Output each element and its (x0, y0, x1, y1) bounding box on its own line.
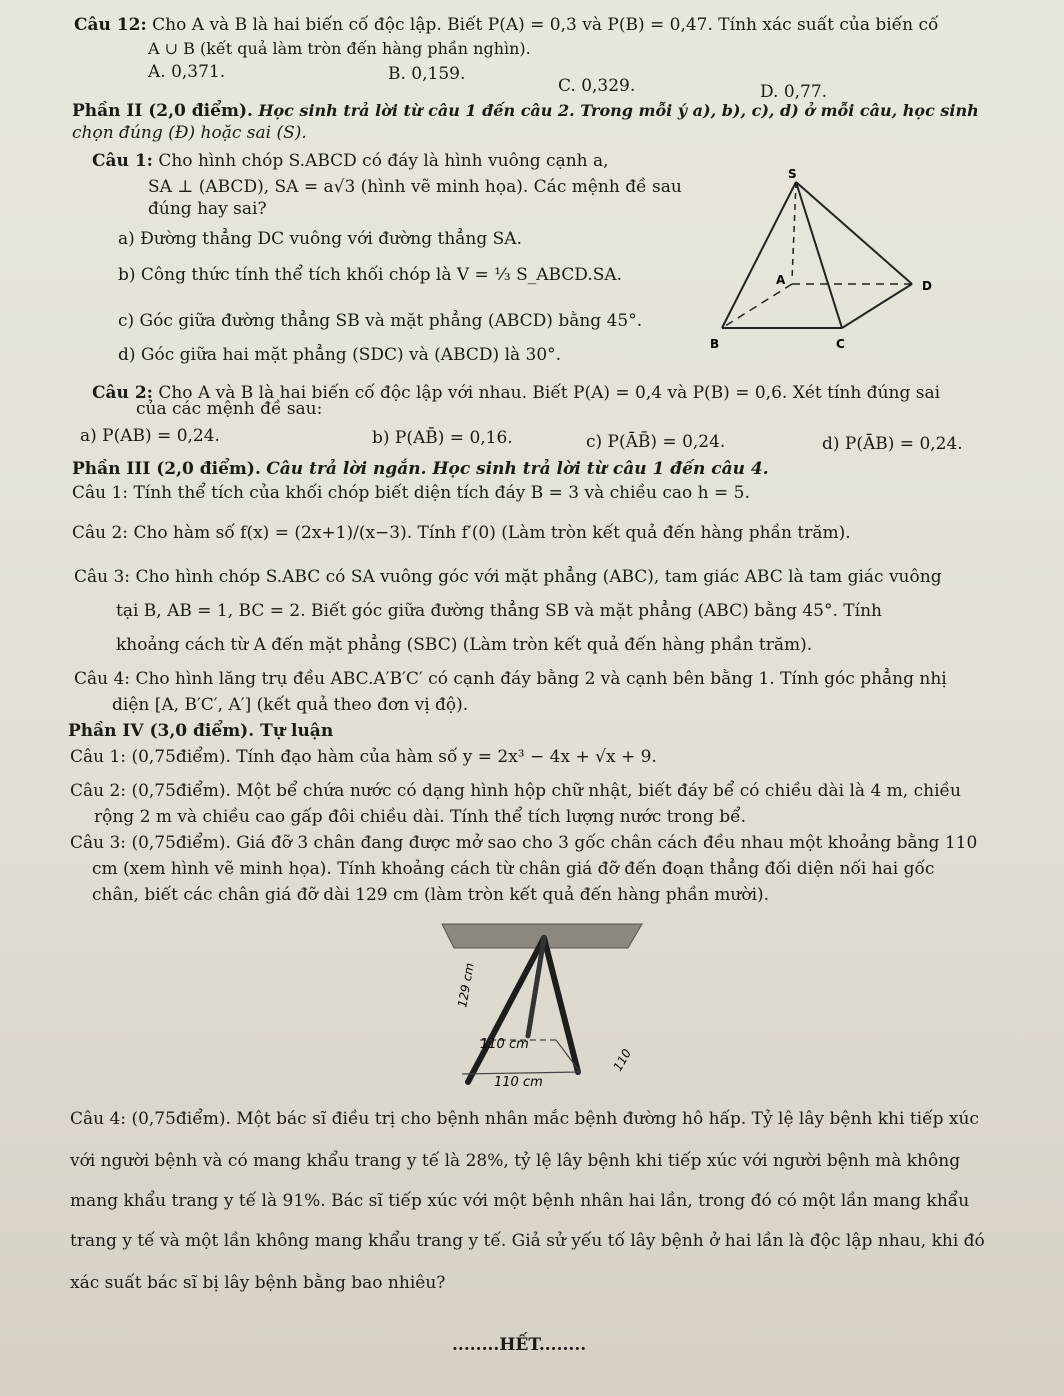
q12-option-b: B. 0,159. (388, 64, 466, 84)
p3-q3-line1: Câu 3: Cho hình chóp S.ABC có SA vuông góc với mặt phẳng (ABC), tam giác ABC là tam giác vuông (74, 567, 942, 587)
base-edge-front (462, 1072, 580, 1074)
part2-header (72, 100, 979, 122)
p2-q2-text2: của các mệnh đề sau: (136, 399, 323, 419)
part2-title: Phần II (2,0 điểm). (72, 101, 253, 121)
tripod-side-label-3: 110 (610, 1046, 635, 1074)
p2-q1-b: b) Công thức tính thể tích khối chóp là V = ⅓ S_ABCD.SA. (118, 265, 623, 285)
p2-q1-text3: đúng hay sai? (148, 199, 267, 219)
edge-sc (796, 182, 842, 328)
p4-q4-line3: mang khẩu trang y tế là 91%. Bác sĩ tiếp xúc với một bệnh nhân hai lần, trong đó có một lần mang khẩu (70, 1191, 970, 1211)
edge-sa (792, 182, 796, 280)
p4-q3-line1: Câu 3: (0,75điểm). Giá đỡ 3 chân đang được mở sao cho 3 gốc chân cách đều nhau một khoảng bằng 110 (70, 833, 978, 853)
tripod-leg-label: 129 cm (455, 961, 477, 1009)
p2-q1-title: Câu 1: (92, 151, 153, 171)
p2-q2-opt-a: a) P(AB) = 0,24. (80, 426, 220, 446)
label-c: C (836, 337, 845, 351)
tripod-side-label-2: 110 cm (494, 1075, 543, 1090)
p2-q2-text1: Cho A và B là hai biến cố độc lập với nhau. Biết P(A) = 0,4 và P(B) = 0,6. Xét tính đúng sai (158, 383, 941, 403)
p4-q3-line3: chân, biết các chân giá đỡ dài 129 cm (làm tròn kết quả đến hàng phần mười). (92, 885, 770, 905)
p3-q1: Câu 1: Tính thể tích của khối chóp biết diện tích đáy B = 3 và chiều cao h = 5. (72, 483, 750, 503)
tripod-side-label-1: 110 cm (480, 1037, 529, 1052)
edge-sd (796, 182, 912, 284)
label-a: A (776, 273, 786, 287)
p4-q3-line2: cm (xem hình vẽ minh họa). Tính khoảng cách từ chân giá đỡ đến đoạn thẳng đối diện nối hai gốc (92, 859, 935, 879)
q12-text2: A ∪ B (kết quả làm tròn đến hàng phần nghìn). (148, 39, 531, 58)
part3-title: Phần III (2,0 điểm). (72, 459, 261, 479)
part4-title: Phần IV (3,0 điểm). Tự luận (68, 721, 334, 741)
p3-q3-line3: khoảng cách từ A đến mặt phẳng (SBC) (Làm tròn kết quả đến hàng phần trăm). (116, 635, 813, 655)
tripod-figure (420, 912, 660, 1102)
p2-q2-title: Câu 2: (92, 383, 153, 403)
p2-q1-line1 (92, 150, 609, 172)
p2-q2-opt-d: d) P(ĀB) = 0,24. (822, 434, 963, 454)
p4-q4-line2: với người bệnh và có mang khẩu trang y tế là 28%, tỷ lệ lây bệnh khi tiếp xúc với người bệnh mà không (70, 1151, 961, 1171)
p3-q3-line2: tại B, AB = 1, BC = 2. Biết góc giữa đường thẳng SB và mặt phẳng (ABC) bằng 45°. Tính (116, 601, 882, 621)
p4-q4-line5: xác suất bác sĩ bị lây bệnh bằng bao nhiêu? (70, 1273, 446, 1293)
label-d: D (922, 279, 932, 293)
part2-intro1: Học sinh trả lời từ câu 1 đến câu 2. Trong mỗi ý a), b), c), d) ở mỗi câu, học sinh (258, 101, 979, 120)
p2-q2-opt-b: b) P(AB̄) = 0,16. (372, 428, 513, 448)
tripod-leg-right (544, 938, 578, 1072)
p2-q1-text1: Cho hình chóp S.ABCD có đáy là hình vuông cạnh a, (158, 151, 609, 171)
end-marker: ........HẾT........ (452, 1335, 587, 1355)
q12-text1: Cho A và B là hai biến cố độc lập. Biết P(A) = 0,3 và P(B) = 0,47. Tính xác suất của biến cố (152, 15, 939, 35)
p4-q1: Câu 1: (0,75điểm). Tính đạo hàm của hàm số y = 2x³ − 4x + √x + 9. (70, 747, 657, 767)
p2-q1-d: d) Góc giữa hai mặt phẳng (SDC) và (ABCD) là 30°. (118, 345, 562, 365)
q12-option-a: A. 0,371. (148, 62, 226, 82)
p2-q1-a: a) Đường thẳng DC vuông với đường thẳng SA. (118, 229, 522, 249)
label-b: B (710, 337, 720, 351)
p2-q1-c: c) Góc giữa đường thẳng SB và mặt phẳng (ABCD) bằng 45°. (118, 311, 643, 331)
p4-q4-line4: trang y tế và một lần không mang khẩu trang y tế. Giả sử yếu tố lây bệnh ở hai lần là độc lập nhau, khi đó (70, 1231, 985, 1251)
label-s: S (788, 167, 797, 181)
edge-sb (722, 182, 796, 328)
edge-cd (842, 284, 912, 328)
p4-q4-line1: Câu 4: (0,75điểm). Một bác sĩ điều trị cho bệnh nhân mắc bệnh đường hô hấp. Tỷ lệ lây bệnh khi tiếp xúc (70, 1109, 979, 1129)
p3-q2: Câu 2: Cho hàm số f(x) = (2x+1)/(x−3). Tính f′(0) (Làm tròn kết quả đến hàng phần trăm). (72, 523, 851, 543)
part3-header (72, 458, 769, 480)
part2-intro2: chọn đúng (Đ) hoặc sai (S). (72, 123, 307, 143)
p2-q1-text2: SA ⊥ (ABCD), SA = a√3 (hình vẽ minh họa). Các mệnh đề sau (148, 177, 682, 197)
p4-q2-line2: rộng 2 m và chiều cao gấp đôi chiều dài. Tính thể tích lượng nước trong bể. (94, 807, 746, 827)
q12-line1 (74, 14, 938, 36)
part3-intro: Câu trả lời ngắn. Học sinh trả lời từ câu 1 đến câu 4. (266, 459, 769, 479)
q12-option-d: D. 0,77. (760, 82, 828, 102)
pyramid-figure (700, 160, 950, 360)
p3-q4-line1: Câu 4: Cho hình lăng trụ đều ABC.A′B′C′ có cạnh đáy bằng 2 và cạnh bên bằng 1. Tính góc phẳng nhị (74, 669, 947, 689)
p3-q4-line2: diện [A, B′C′, A′] (kết quả theo đơn vị độ). (112, 695, 469, 715)
q12-title: Câu 12: (74, 15, 147, 35)
p2-q2-opt-c: c) P(ĀB̄) = 0,24. (586, 432, 726, 452)
p4-q2-line1: Câu 2: (0,75điểm). Một bể chứa nước có dạng hình hộp chữ nhật, biết đáy bể có chiều dài là 4 m, chiều (70, 781, 961, 801)
q12-option-c: C. 0,329. (558, 76, 636, 96)
